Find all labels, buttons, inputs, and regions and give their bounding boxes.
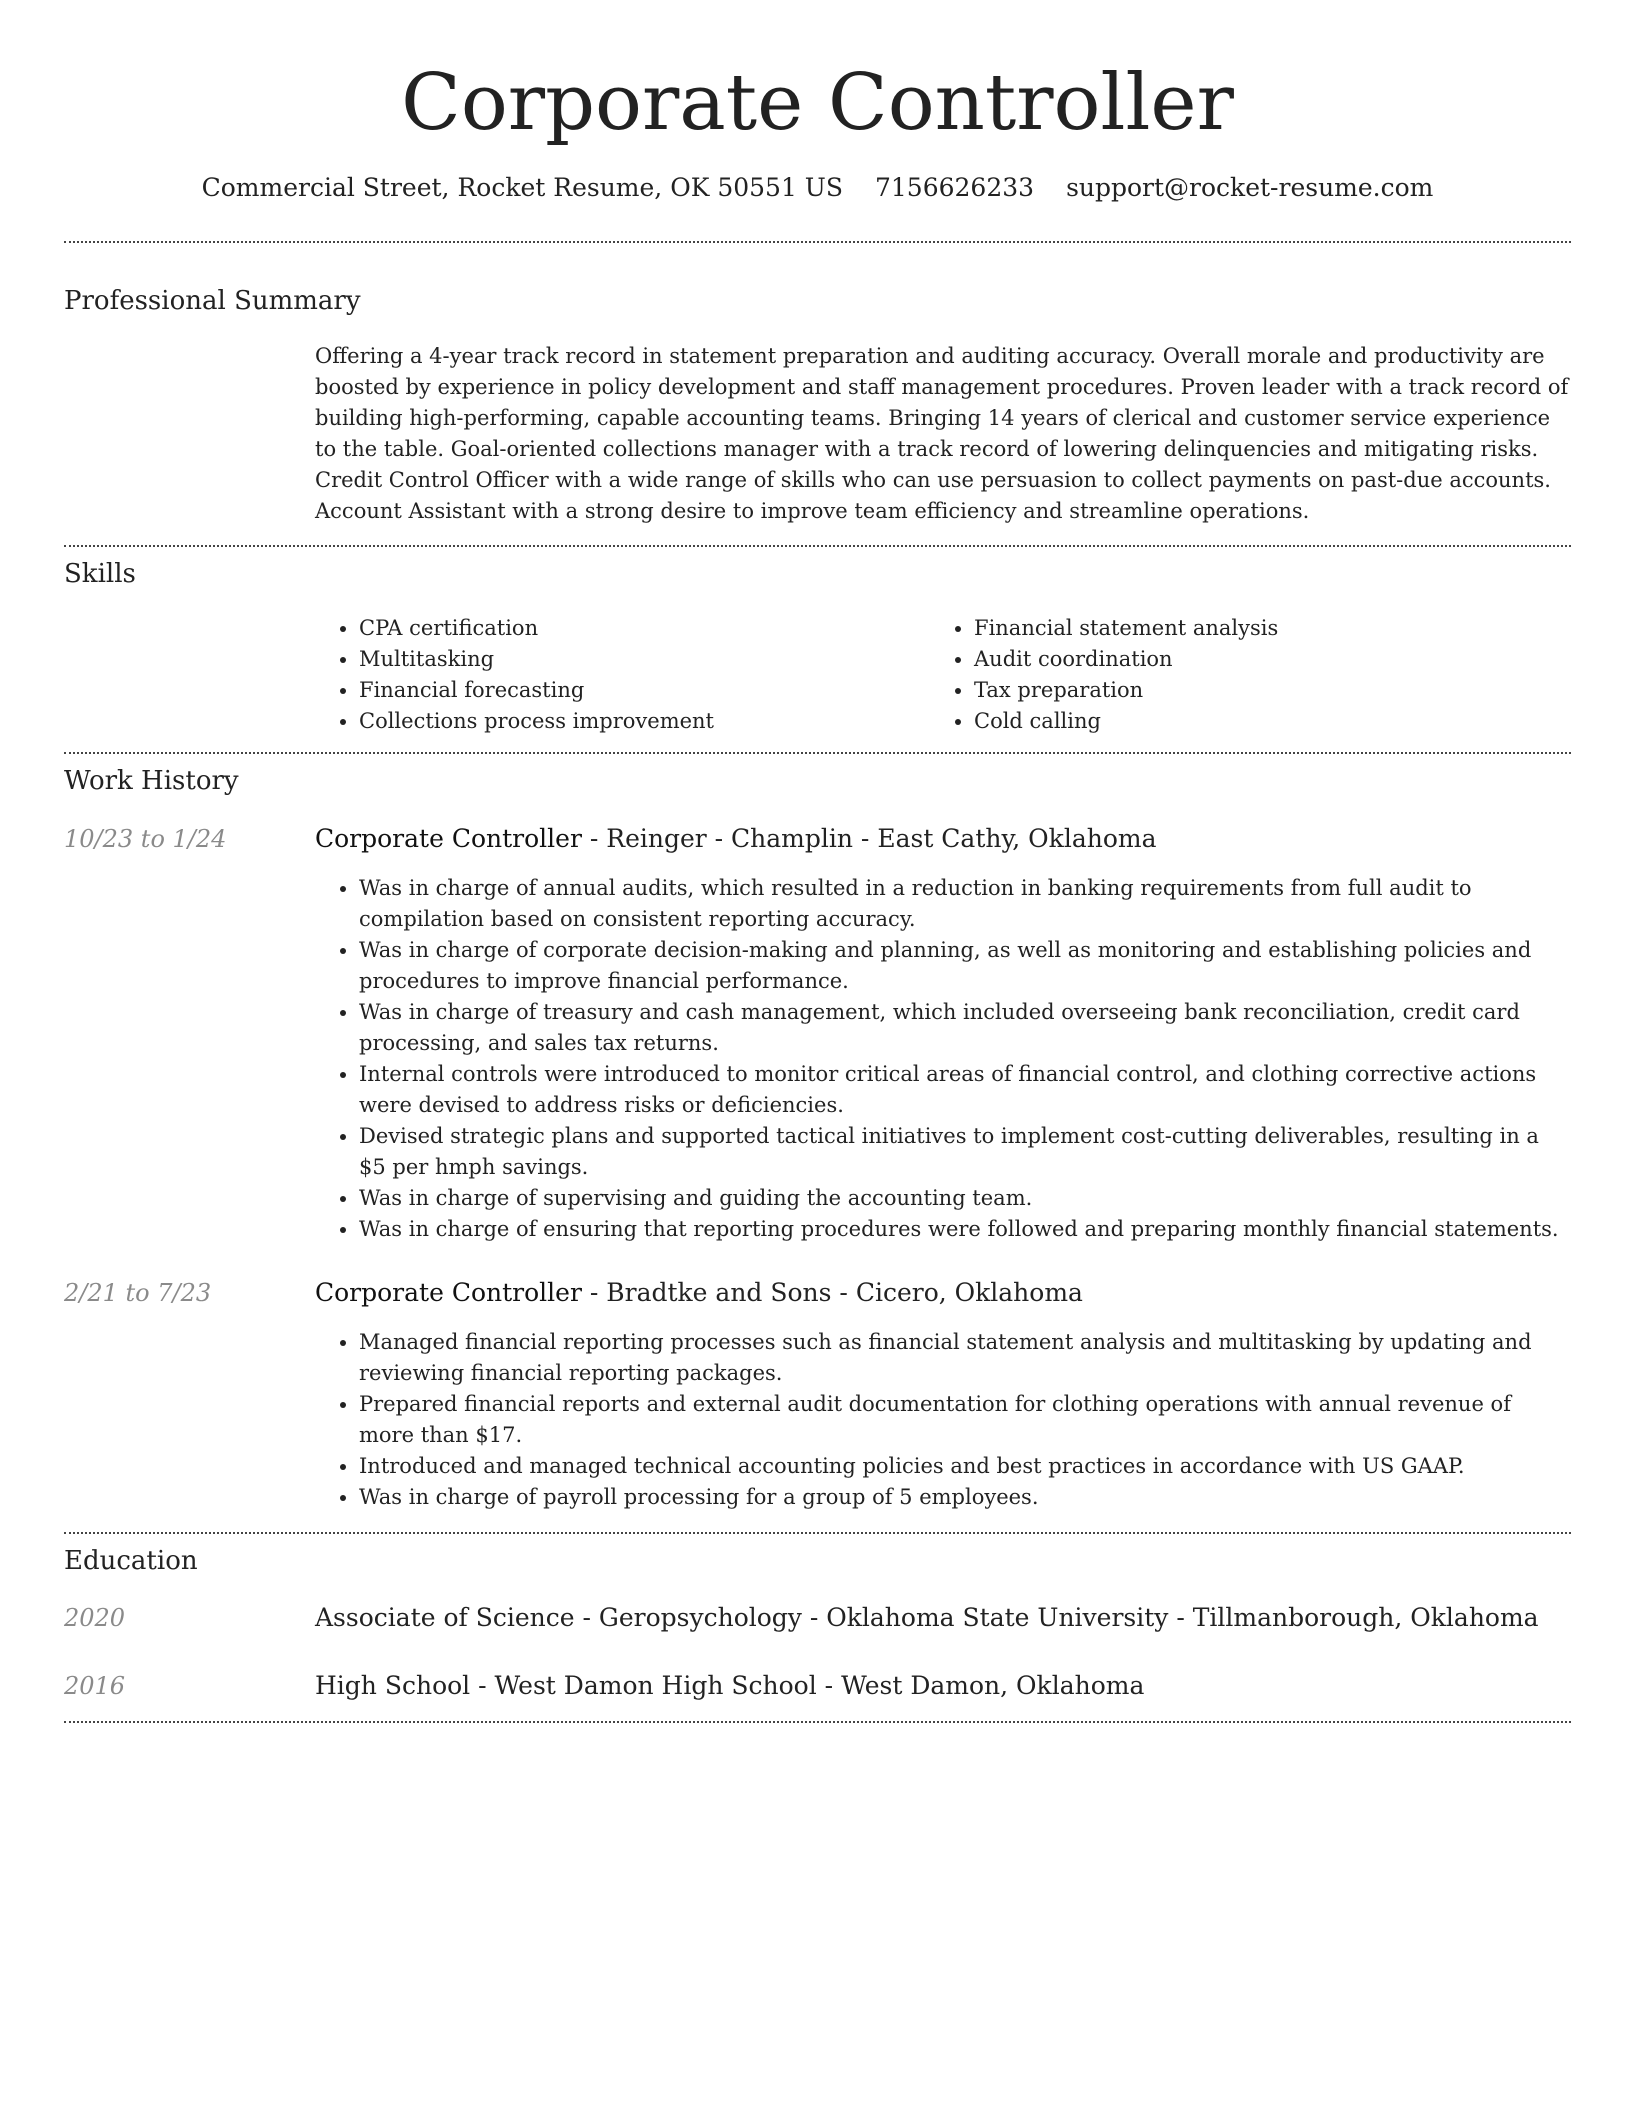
education-degree: Associate of Science - Geropsychology <box>315 1603 802 1632</box>
skills-column-left <box>315 613 915 737</box>
education-entry <box>315 1600 1571 1636</box>
job-bullet: • Prepared financial reports and external audit documentation for clothing operations with annual revenue of more than $17. <box>359 1389 1571 1451</box>
education-details: - Oklahoma State University - Tillmanborough, Oklahoma <box>801 1603 1539 1632</box>
job-details: - Bradtke and Sons - Cicero, Oklahoma <box>581 1278 1083 1307</box>
job-details: - Reinger - Champlin - East Cathy, Oklahoma <box>581 824 1157 853</box>
divider <box>64 241 1571 243</box>
summary-content <box>315 341 1571 527</box>
skill-item: • Tax preparation <box>974 675 1530 706</box>
education-details: - West Damon High School - West Damon, Oklahoma <box>470 1671 1145 1700</box>
job-bullets <box>315 1327 1571 1513</box>
job-bullet: • Devised strategic plans and supported tactical initiatives to implement cost-cutting deliverables, resulting in a $5 per hmph savings. <box>359 1121 1571 1183</box>
skill-item: • CPA certification <box>359 613 915 644</box>
job-dates: 10/23 to 1/24 <box>64 825 227 853</box>
job-bullet: • Was in charge of corporate decision-making and planning, as well as monitoring and establishing policies and procedures to improve financial performance. <box>359 935 1571 997</box>
job-bullet: • Introduced and managed technical accounting policies and best practices in accordance with US GAAP. <box>359 1451 1571 1482</box>
education-entry <box>315 1668 1571 1704</box>
skills-column-right <box>930 613 1530 737</box>
divider <box>64 1721 1571 1723</box>
skill-item: • Multitasking <box>359 644 915 675</box>
section-title-education: Education <box>64 1546 198 1576</box>
divider <box>64 545 1571 547</box>
divider <box>64 1532 1571 1534</box>
section-title-work: Work History <box>64 766 239 796</box>
job-bullet: • Managed financial reporting processes such as financial statement analysis and multitasking by updating and reviewing financial reporting packages. <box>359 1327 1571 1389</box>
contact-line <box>64 170 1571 206</box>
skill-item: • Collections process improvement <box>359 706 915 737</box>
divider <box>64 752 1571 754</box>
job-role: Corporate Controller <box>315 1278 582 1307</box>
job-bullets <box>315 873 1571 1245</box>
section-title-skills: Skills <box>64 559 136 589</box>
skills-content <box>315 613 1571 737</box>
job-dates: 2/21 to 7/23 <box>64 1279 212 1307</box>
job-title <box>315 1275 1571 1311</box>
skill-item: • Financial forecasting <box>359 675 915 706</box>
summary-text: Offering a 4-year track record in statement preparation and auditing accuracy. Overall morale and productivity are boosted by experience in policy development and staff management procedures. Proven leader with a track record of building high-performing, capable accounting teams. Bringing 14 years of clerical and customer service experience to the table. Goal-oriented collections manager with a track record of lowering delinquencies and mitigating risks. Credit Control Officer with a wide range of skills who can use persuasion to collect payments on past-due accounts. Account Assistant with a strong desire to improve team efficiency and streamline operations. <box>315 344 1569 523</box>
contact-address: Commercial Street, Rocket Resume, OK 50551 US <box>201 173 843 202</box>
job-title <box>315 821 1571 857</box>
contact-email: support@rocket-resume.com <box>1066 173 1434 202</box>
job-bullet: • Internal controls were introduced to monitor critical areas of financial control, and clothing corrective actions were devised to address risks or deficiencies. <box>359 1059 1571 1121</box>
job-bullet: • Was in charge of annual audits, which resulted in a reduction in banking requirements from full audit to compilation based on consistent reporting accuracy. <box>359 873 1571 935</box>
resume-name: Corporate Controller <box>401 58 1234 148</box>
education-degree: High School <box>315 1671 471 1700</box>
job-bullet: • Was in charge of ensuring that reporting procedures were followed and preparing monthly financial statements. <box>359 1214 1571 1245</box>
job-role: Corporate Controller <box>315 824 582 853</box>
skill-item: • Cold calling <box>974 706 1530 737</box>
education-year: 2020 <box>64 1604 126 1632</box>
education-year: 2016 <box>64 1672 126 1700</box>
skill-item: • Financial statement analysis <box>974 613 1530 644</box>
job-bullet: • Was in charge of supervising and guiding the accounting team. <box>359 1183 1571 1214</box>
job-bullet: • Was in charge of treasury and cash management, which included overseeing bank reconciliation, credit card processing, and sales tax returns. <box>359 997 1571 1059</box>
contact-phone: 7156626233 <box>875 173 1035 202</box>
job-bullet: • Was in charge of payroll processing for a group of 5 employees. <box>359 1482 1571 1513</box>
skill-item: • Audit coordination <box>974 644 1530 675</box>
section-title-summary: Professional Summary <box>64 286 361 316</box>
